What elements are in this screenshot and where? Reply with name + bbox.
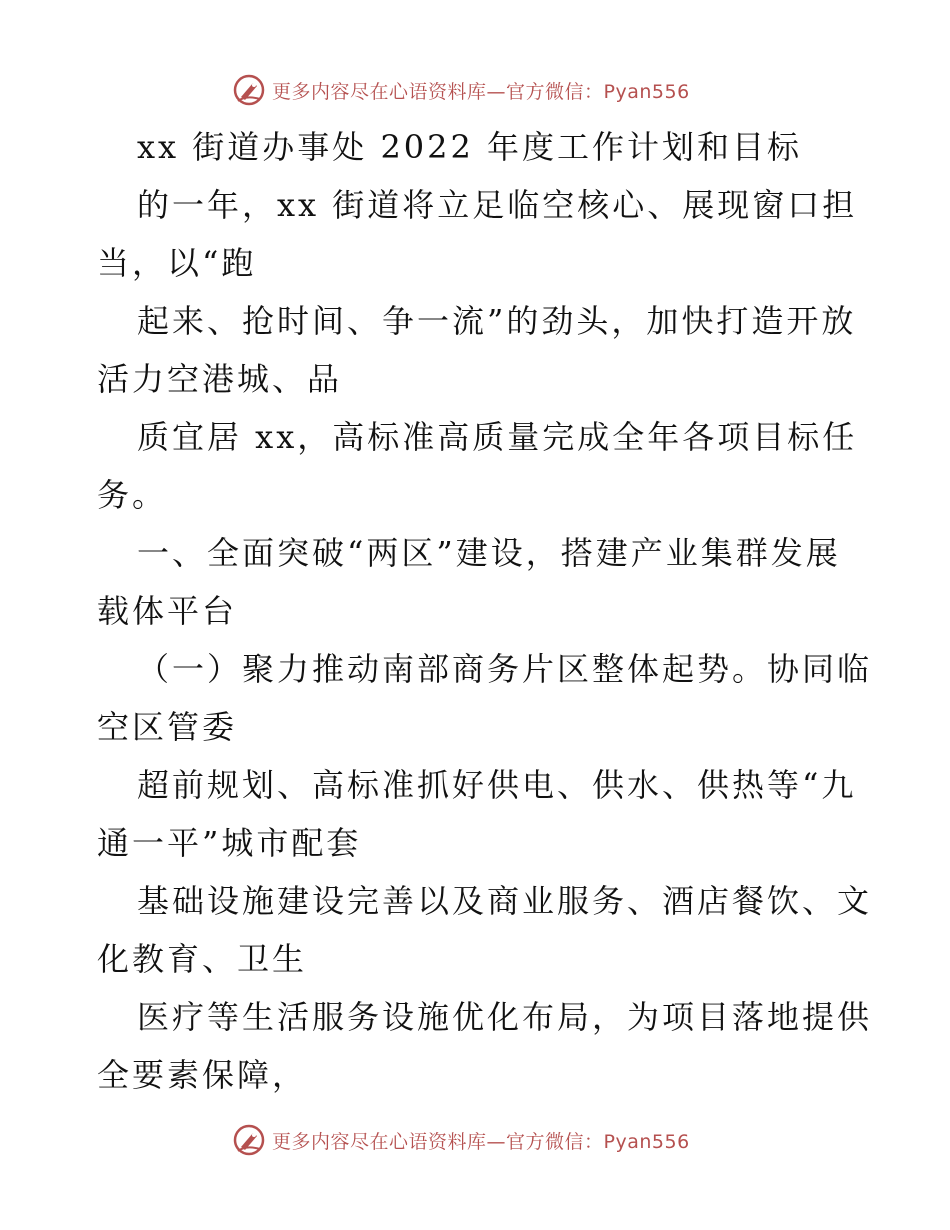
text-line: 一、全面突破“两区”建设，搭建产业集群发展 — [137, 534, 841, 572]
text-line: 通一平”城市配套 — [97, 824, 362, 862]
watermark-banner-bottom — [232, 1122, 752, 1158]
watermark-text: 更多内容尽在心语资料库—官方微信：Pyan556 — [272, 80, 690, 103]
text-line: 质宜居 xx，高标准高质量完成全年各项目标任 — [137, 418, 858, 456]
document-body — [97, 118, 873, 1104]
pen-nib-logo-icon — [232, 73, 266, 107]
pen-nib-logo-icon — [232, 1123, 266, 1157]
text-line: 的一年，xx 街道将立足临空核心、展现窗口担 — [137, 186, 858, 224]
text-line: 超前规划、高标准抓好供电、供水、供热等“九 — [137, 766, 857, 804]
watermark-banner-top — [232, 72, 752, 108]
text-line: 医疗等生活服务设施优化布局，为项目落地提供 — [137, 998, 873, 1036]
text-line: 空区管委 — [97, 708, 238, 746]
text-line: xx 街道办事处 2022 年度工作计划和目标 — [137, 128, 803, 166]
text-line: 全要素保障， — [97, 1056, 308, 1094]
text-line: 务。 — [97, 476, 168, 514]
text-line: （一）聚力推动南部商务片区整体起势。协同临 — [137, 650, 873, 688]
text-line: 活力空港城、品 — [97, 360, 343, 398]
watermark-text: 更多内容尽在心语资料库—官方微信：Pyan556 — [272, 1130, 690, 1153]
text-line: 载体平台 — [97, 592, 238, 630]
text-line: 当，以“跑 — [97, 244, 257, 282]
text-line: 化教育、卫生 — [97, 940, 308, 978]
text-line: 基础设施建设完善以及商业服务、酒店餐饮、文 — [137, 882, 873, 920]
text-line: 起来、抢时间、争一流”的劲头，加快打造开放 — [137, 302, 857, 340]
